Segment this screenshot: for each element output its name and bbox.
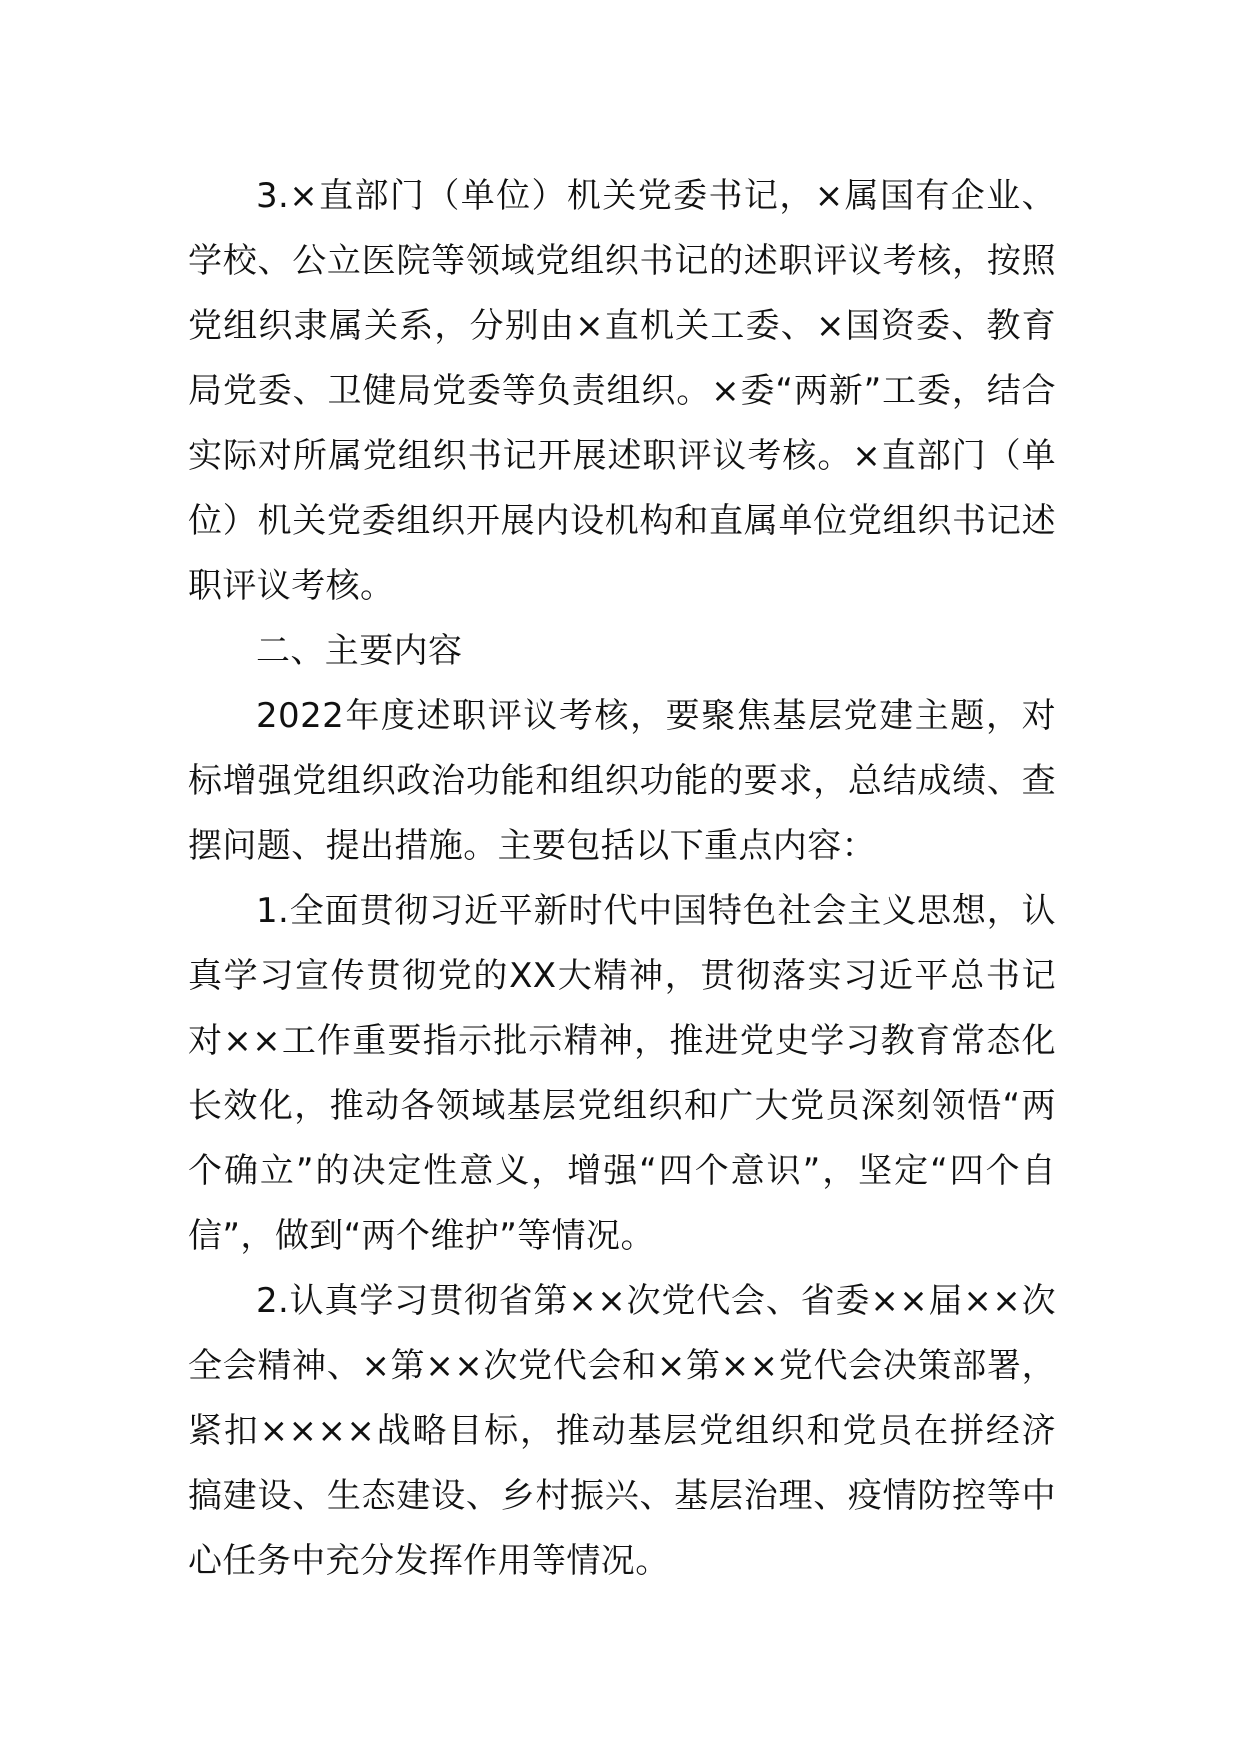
section-heading-main-content: 二、主要内容 — [256, 631, 463, 671]
paragraph-item-3: 3.×直部门（单位）机关党委书记，×属国有企业、学校、公立医院等领域党组织书记的述职评议考核，按照党组织隶属关系，分别由×直机关工委、×国资委、教育局党委、卫健局党委等负责组织。×委“两新”工委，结合实际对所属党组织书记开展述职评议考核。×直部门（单位）机关党委组织开展内设机构和直属单位党组织书记述职评议考核。 — [188, 176, 1056, 606]
paragraph-item-2: 2.认真学习贯彻省第××次党代会、省委××届××次全会精神、×第××次党代会和×第××党代会决策部署，紧扣××××战略目标，推动基层党组织和党员在拼经济搞建设、生态建设、乡村振兴、基层治理、疫情防控等中心任务中充分发挥作用等情况。 — [188, 1281, 1056, 1581]
document-body — [188, 164, 1056, 1594]
paragraph-item-1: 1.全面贯彻习近平新时代中国特色社会主义思想，认真学习宣传贯彻党的XX大精神，贯彻落实习近平总书记对××工作重要指示批示精神，推进党史学习教育常态化长效化，推动各领域基层党组织和广大党员深刻领悟“两个确立”的决定性意义，增强“四个意识”，坚定“四个自信”，做到“两个维护”等情况。 — [188, 891, 1056, 1256]
paragraph-intro: 2022年度述职评议考核，要聚焦基层党建主题，对标增强党组织政治功能和组织功能的要求，总结成绩、查摆问题、提出措施。主要包括以下重点内容： — [188, 696, 1056, 866]
